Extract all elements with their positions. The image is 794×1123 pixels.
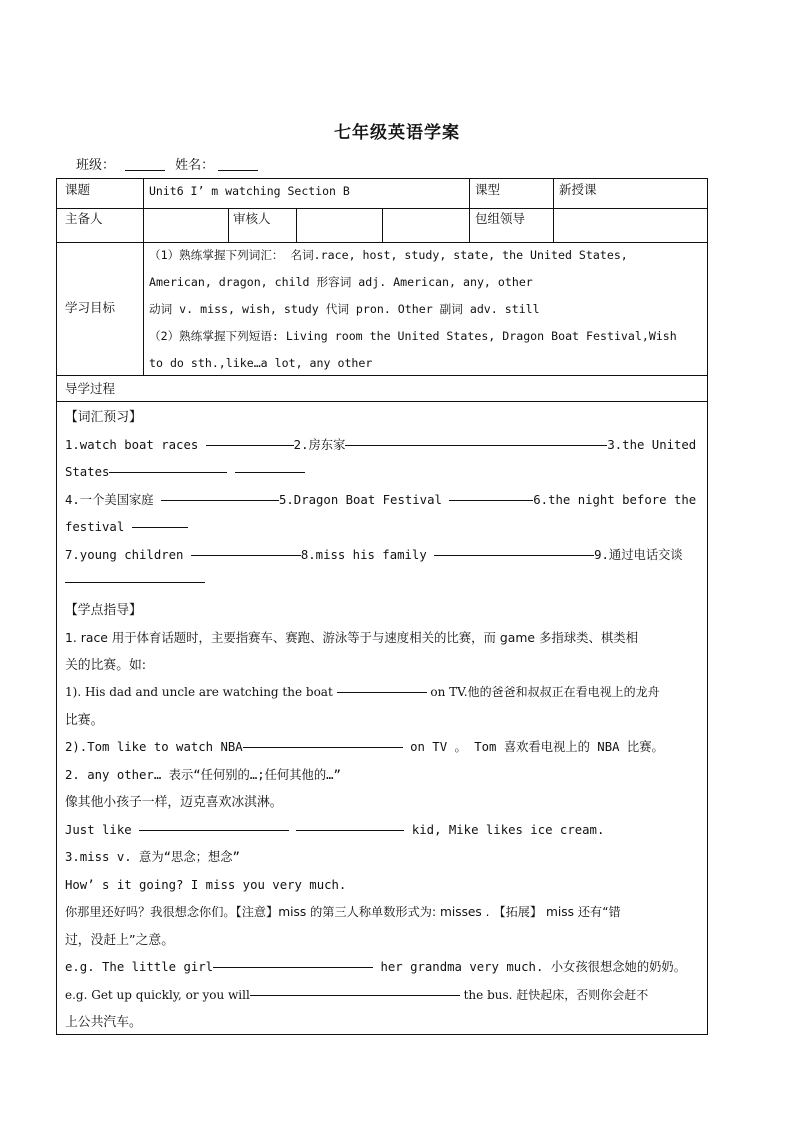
guide-heading: 【学点指导】 [65,602,142,618]
example-text: Just like [65,822,140,837]
guide-paragraph: 1. race 用于体育话题时，主要指赛车、赛跑、游泳等于与速度相关的比赛，而 game 多指球类、棋类相 [65,630,639,645]
example-text: her grandma very much. 小女孩很想念她的奶奶。 [373,960,687,974]
vocab-item: 8.miss his family [300,547,435,562]
type-label: 课型 [475,182,501,197]
answer-blank[interactable] [65,572,205,583]
answer-blank[interactable] [337,682,427,693]
objectives-label: 学习目标 [65,300,116,315]
leader-label: 包组领导 [475,211,526,226]
name-label: 姓名： [175,158,215,173]
vocab-line-4 [65,514,715,542]
example-line: 比赛。 [65,712,104,728]
answer-blank[interactable] [449,490,533,501]
example-text: on TV 。 Tom 喜欢看电视上的 NBA 比赛。 [402,740,664,754]
guide-paragraph: 关的比赛。如: [65,657,147,673]
row-divider [57,401,707,402]
example-text: 1). His dad and uncle are watching the boat [65,685,337,699]
answer-blank[interactable] [109,462,227,473]
objective-line: 动词 v. miss, wish, study 代词 pron. Other 副词 adv. still [149,302,540,316]
example-line: 上公共汽车。 [65,1015,142,1030]
vocab-line-6 [65,569,715,597]
vocab-item: 7.young children [65,547,191,562]
col-divider [228,208,229,242]
example-text: on TV.他的爸爸和叔叔正在看电视上的龙舟 [426,685,660,699]
answer-blank[interactable] [161,490,279,501]
example-text: the bus. 赶快起床，否则你会赶不 [459,987,649,1002]
col-divider [553,179,554,242]
reviewer-label: 审核人 [233,211,271,226]
guide-paragraph: 3.miss v. 意为“思念；想念” [65,850,240,864]
vocab-line-1 [65,432,715,460]
guide-paragraph: 2. any other… 表示“任何别的…;任何其他的…” [65,767,341,782]
class-blank[interactable] [125,158,165,171]
type-value: 新授课 [559,182,597,197]
topic-label: 课题 [65,182,91,197]
vocab-item: States [65,465,110,479]
answer-blank[interactable] [235,462,305,473]
example-text: kid, Mike likes ice cream. [404,822,605,837]
worksheet-table [56,178,708,1035]
topic-value: Unit6 I’ m watching Section B [149,184,350,198]
example-line [65,817,715,845]
example-line [65,734,715,762]
vocab-item: 6.the night before the [533,492,697,507]
student-info-line [76,154,264,173]
objective-line: to do sth.,like…a lot, any other [149,356,373,370]
objective-line: （2）熟练掌握下列短语: Living room the United States, Dragon Boat Festival,Wish [149,329,677,343]
example-line [65,679,715,707]
answer-blank[interactable] [132,517,188,528]
example-line [65,982,715,1010]
answer-blank[interactable] [250,985,460,996]
example-text: e.g. Get up quickly, or you will [65,987,250,1002]
vocab-heading: 【词汇预习】 [65,410,142,425]
answer-blank[interactable] [213,957,373,968]
vocab-line-3 [65,487,715,515]
vocab-line-2 [65,459,715,487]
answer-blank[interactable] [296,820,404,831]
guide-paragraph: 你那里还好吗？我很想念你们。【注意】miss 的第三人称单数形式为: misses . 【拓展】 miss 还有“错 [65,905,621,919]
col-divider [469,179,470,242]
vocab-item: 9.通过电话交谈 [594,547,683,562]
name-blank[interactable] [218,158,258,171]
process-label: 导学过程 [65,381,116,396]
page-title: 七年级英语学案 [334,123,460,143]
vocab-item: 5.Dragon Boat Festival [279,492,450,507]
vocab-item: 4.一个美国家庭 [65,492,161,507]
answer-blank[interactable] [139,820,289,831]
answer-blank[interactable] [191,545,301,556]
main-content [57,404,707,1037]
objectives-content [149,242,703,377]
guide-paragraph: 像其他小孩子一样，迈克喜欢冰淇淋。 [65,795,283,810]
col-divider [143,179,144,375]
vocab-item: festival [65,520,132,534]
objective-line: （1）熟练掌握下列词汇： 名词.race, host, study, state, the United States, [149,248,628,262]
answer-blank[interactable] [345,435,607,446]
vocab-item: 1.watch boat races [65,437,206,452]
example-text: e.g. The little girl [65,960,214,974]
answer-blank[interactable] [243,737,403,748]
guide-paragraph: 过，没赶上”之意。 [65,932,175,948]
example-line [65,954,715,982]
vocab-item: 3.the United [607,437,697,452]
vocab-item: 2.房东家 [293,437,346,452]
col-divider [296,208,297,242]
vocab-line-5 [65,542,715,570]
guide-paragraph: How’ s it going? I miss you very much. [65,877,347,892]
preparer-label: 主备人 [65,211,103,226]
objective-line: American, dragon, child 形容词 adj. American, any, other [149,275,533,289]
class-label: 班级： [76,158,116,173]
col-divider [382,208,383,242]
answer-blank[interactable] [206,435,294,446]
answer-blank[interactable] [434,545,594,556]
example-text: 2).Tom like to watch NBA [65,740,243,754]
